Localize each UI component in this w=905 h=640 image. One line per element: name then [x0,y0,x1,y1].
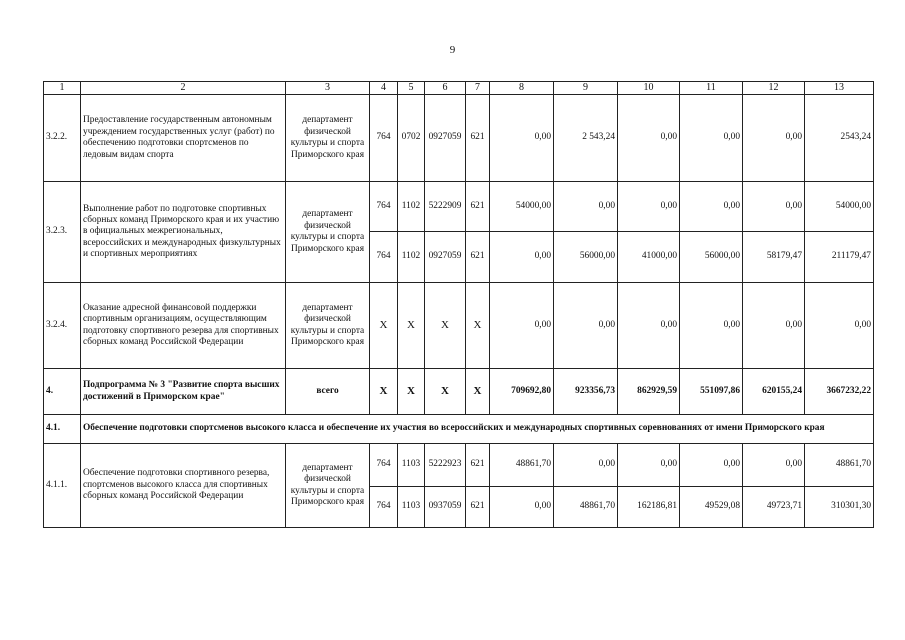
header-cell: 10 [618,82,680,95]
cell-c6: X [425,283,466,369]
cell-v10: 0,00 [618,283,680,369]
page-number: 9 [449,44,456,56]
cell-c4: X [370,369,398,415]
header-cell: 7 [466,82,490,95]
row-name: Подпрограмма № 3 "Развитие спорта высших достижений в Приморском крае" [81,369,286,415]
table-row [44,182,874,232]
cell-v11: 56000,00 [680,232,743,283]
section-title: Обеспечение подготовки спортсменов высокого класса и обеспечение их участия во всероссийских и международных спортивных соревнованиях от имени Приморского края [81,415,874,444]
row-name: Оказание адресной финансовой поддержки спортивным организациям, осуществляющим подготовку спортивного резерва для спортивных сборных команд Российской Федерации [81,283,286,369]
row-dept: всего [286,369,370,415]
cell-v13: 0,00 [805,283,874,369]
cell-c6: 5222909 [425,182,466,232]
cell-v11: 0,00 [680,95,743,182]
cell-v10: 0,00 [618,182,680,232]
cell-c5: 0702 [398,95,425,182]
cell-c4: X [370,283,398,369]
cell-v13: 48861,70 [805,444,874,487]
cell-v11: 0,00 [680,182,743,232]
header-cell: 11 [680,82,743,95]
cell-v13: 211179,47 [805,232,874,283]
cell-v13: 3667232,22 [805,369,874,415]
cell-v9: 56000,00 [554,232,618,283]
cell-v8: 0,00 [490,95,554,182]
cell-c7: 621 [466,444,490,487]
cell-c5: X [398,369,425,415]
cell-v8: 48861,70 [490,444,554,487]
header-cell: 9 [554,82,618,95]
cell-c4: 764 [370,95,398,182]
row-code: 4.1.1. [44,444,81,528]
cell-v8: 54000,00 [490,182,554,232]
cell-c6: 0937059 [425,487,466,528]
cell-c4: 764 [370,487,398,528]
cell-v12: 0,00 [743,182,805,232]
cell-v12: 620155,24 [743,369,805,415]
cell-v10: 862929,59 [618,369,680,415]
budget-table [43,81,874,528]
header-cell: 1 [44,82,81,95]
cell-v12: 0,00 [743,283,805,369]
cell-v9: 923356,73 [554,369,618,415]
cell-c5: X [398,283,425,369]
row-code: 3.2.3. [44,182,81,283]
header-cell: 4 [370,82,398,95]
cell-c7: X [466,369,490,415]
cell-c4: 764 [370,444,398,487]
cell-v9: 2 543,24 [554,95,618,182]
cell-v12: 49723,71 [743,487,805,528]
table-row [44,95,874,182]
cell-v9: 0,00 [554,444,618,487]
cell-v8: 0,00 [490,232,554,283]
cell-v8: 709692,80 [490,369,554,415]
cell-v12: 0,00 [743,95,805,182]
header-cell: 12 [743,82,805,95]
cell-c7: 621 [466,487,490,528]
cell-v11: 0,00 [680,283,743,369]
header-cell: 8 [490,82,554,95]
row-code: 3.2.4. [44,283,81,369]
cell-v9: 0,00 [554,283,618,369]
cell-v11: 551097,86 [680,369,743,415]
section-code: 4.1. [44,415,81,444]
header-cell: 2 [81,82,286,95]
cell-c6: 5222923 [425,444,466,487]
row-code: 3.2.2. [44,95,81,182]
cell-c7: 621 [466,95,490,182]
cell-v12: 58179,47 [743,232,805,283]
cell-c4: 764 [370,182,398,232]
cell-c5: 1103 [398,487,425,528]
cell-c5: 1102 [398,182,425,232]
row-name: Выполнение работ по подготовке спортивных сборных команд Приморского края и их участию в официальных межрегиональных, всероссийских и международных физкультурных и спортивных мероприятиях [81,182,286,283]
cell-v10: 41000,00 [618,232,680,283]
cell-v11: 49529,08 [680,487,743,528]
header-row [44,82,874,95]
subprogram-row [44,369,874,415]
cell-v13: 2543,24 [805,95,874,182]
cell-v10: 0,00 [618,95,680,182]
cell-v11: 0,00 [680,444,743,487]
cell-v8: 0,00 [490,283,554,369]
row-code: 4. [44,369,81,415]
row-dept: департамент физической культуры и спорта Приморского края [286,95,370,182]
cell-c6: X [425,369,466,415]
row-name: Предоставление государственным автономным учреждением государственных услуг (работ) по обеспечению подготовки спортсменов по ледовым видам спорта [81,95,286,182]
row-name: Обеспечение подготовки спортивного резерва, спортсменов высокого класса для спортивных сборных команд Российской Федерации [81,444,286,528]
cell-v8: 0,00 [490,487,554,528]
cell-v10: 162186,81 [618,487,680,528]
table-row [44,283,874,369]
cell-v9: 0,00 [554,182,618,232]
cell-c5: 1103 [398,444,425,487]
row-dept: департамент физической культуры и спорта Приморского края [286,283,370,369]
cell-v13: 54000,00 [805,182,874,232]
header-cell: 13 [805,82,874,95]
row-dept: департамент физической культуры и спорта Приморского края [286,182,370,283]
header-cell: 6 [425,82,466,95]
cell-c7: X [466,283,490,369]
cell-v10: 0,00 [618,444,680,487]
section-row [44,415,874,444]
row-dept: департамент физической культуры и спорта Приморского края [286,444,370,528]
cell-c4: 764 [370,232,398,283]
header-cell: 3 [286,82,370,95]
cell-c7: 621 [466,232,490,283]
cell-c6: 0927059 [425,232,466,283]
cell-c5: 1102 [398,232,425,283]
header-cell: 5 [398,82,425,95]
cell-v12: 0,00 [743,444,805,487]
cell-v9: 48861,70 [554,487,618,528]
table-row [44,444,874,487]
cell-c7: 621 [466,182,490,232]
cell-v13: 310301,30 [805,487,874,528]
cell-c6: 0927059 [425,95,466,182]
